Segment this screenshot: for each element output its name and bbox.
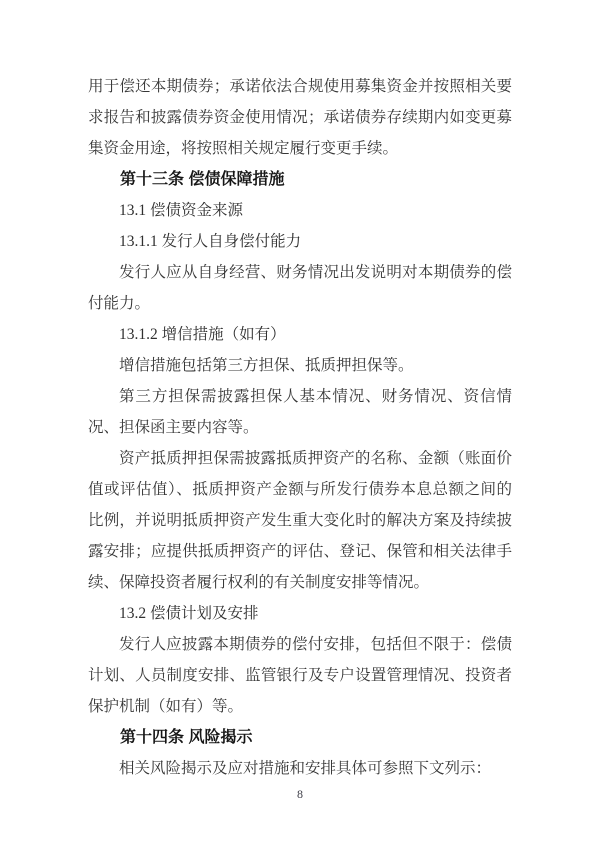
- body-paragraph: 用于偿还本期债券；承诺依法合规使用募集资金并按照相关要求报告和披露债券资金使用情况；承诺债券存续期内如变更募集资金用途，将按照相关规定履行变更手续。: [88, 78, 512, 157]
- body-paragraph: 第三方担保需披露担保人基本情况、财务情况、资信情况、担保函主要内容等。: [88, 388, 512, 436]
- body-paragraph: 相关风险揭示及应对措施和安排具体可参照下文列示：: [119, 760, 492, 777]
- section-subheading: 13.1 偿债资金来源: [119, 202, 244, 219]
- document-content: [88, 71, 512, 784]
- section-subheading: 13.1.2 增信措施（如有）: [119, 326, 286, 343]
- section-subheading: 13.2 偿债计划及安排: [119, 605, 259, 622]
- section-subheading: 13.1.1 发行人自身偿付能力: [119, 233, 302, 250]
- body-paragraph: 增信措施包括第三方担保、抵质押担保等。: [119, 357, 414, 374]
- body-paragraph: 资产抵质押担保需披露抵质押资产的名称、金额（账面价值或评估值）、抵质押资产金额与所发行债券本息总额之间的比例，并说明抵质押资产发生重大变化时的解决方案及持续披露安排；应提供抵质押资产的评估、登记、保管和相关法律手续、保障投资者履行权利的有关制度安排等情况。: [88, 450, 512, 591]
- body-paragraph: 发行人应披露本期债券的偿付安排，包括但不限于：偿债计划、人员制度安排、监管银行及专户设置管理情况、投资者保护机制（如有）等。: [88, 636, 512, 715]
- page-number: 8: [297, 787, 303, 801]
- body-paragraph: 发行人应从自身经营、财务情况出发说明对本期债券的偿付能力。: [88, 264, 512, 312]
- article-heading: 第十四条 风险揭示: [120, 729, 253, 746]
- article-heading: 第十三条 偿债保障措施: [120, 171, 285, 188]
